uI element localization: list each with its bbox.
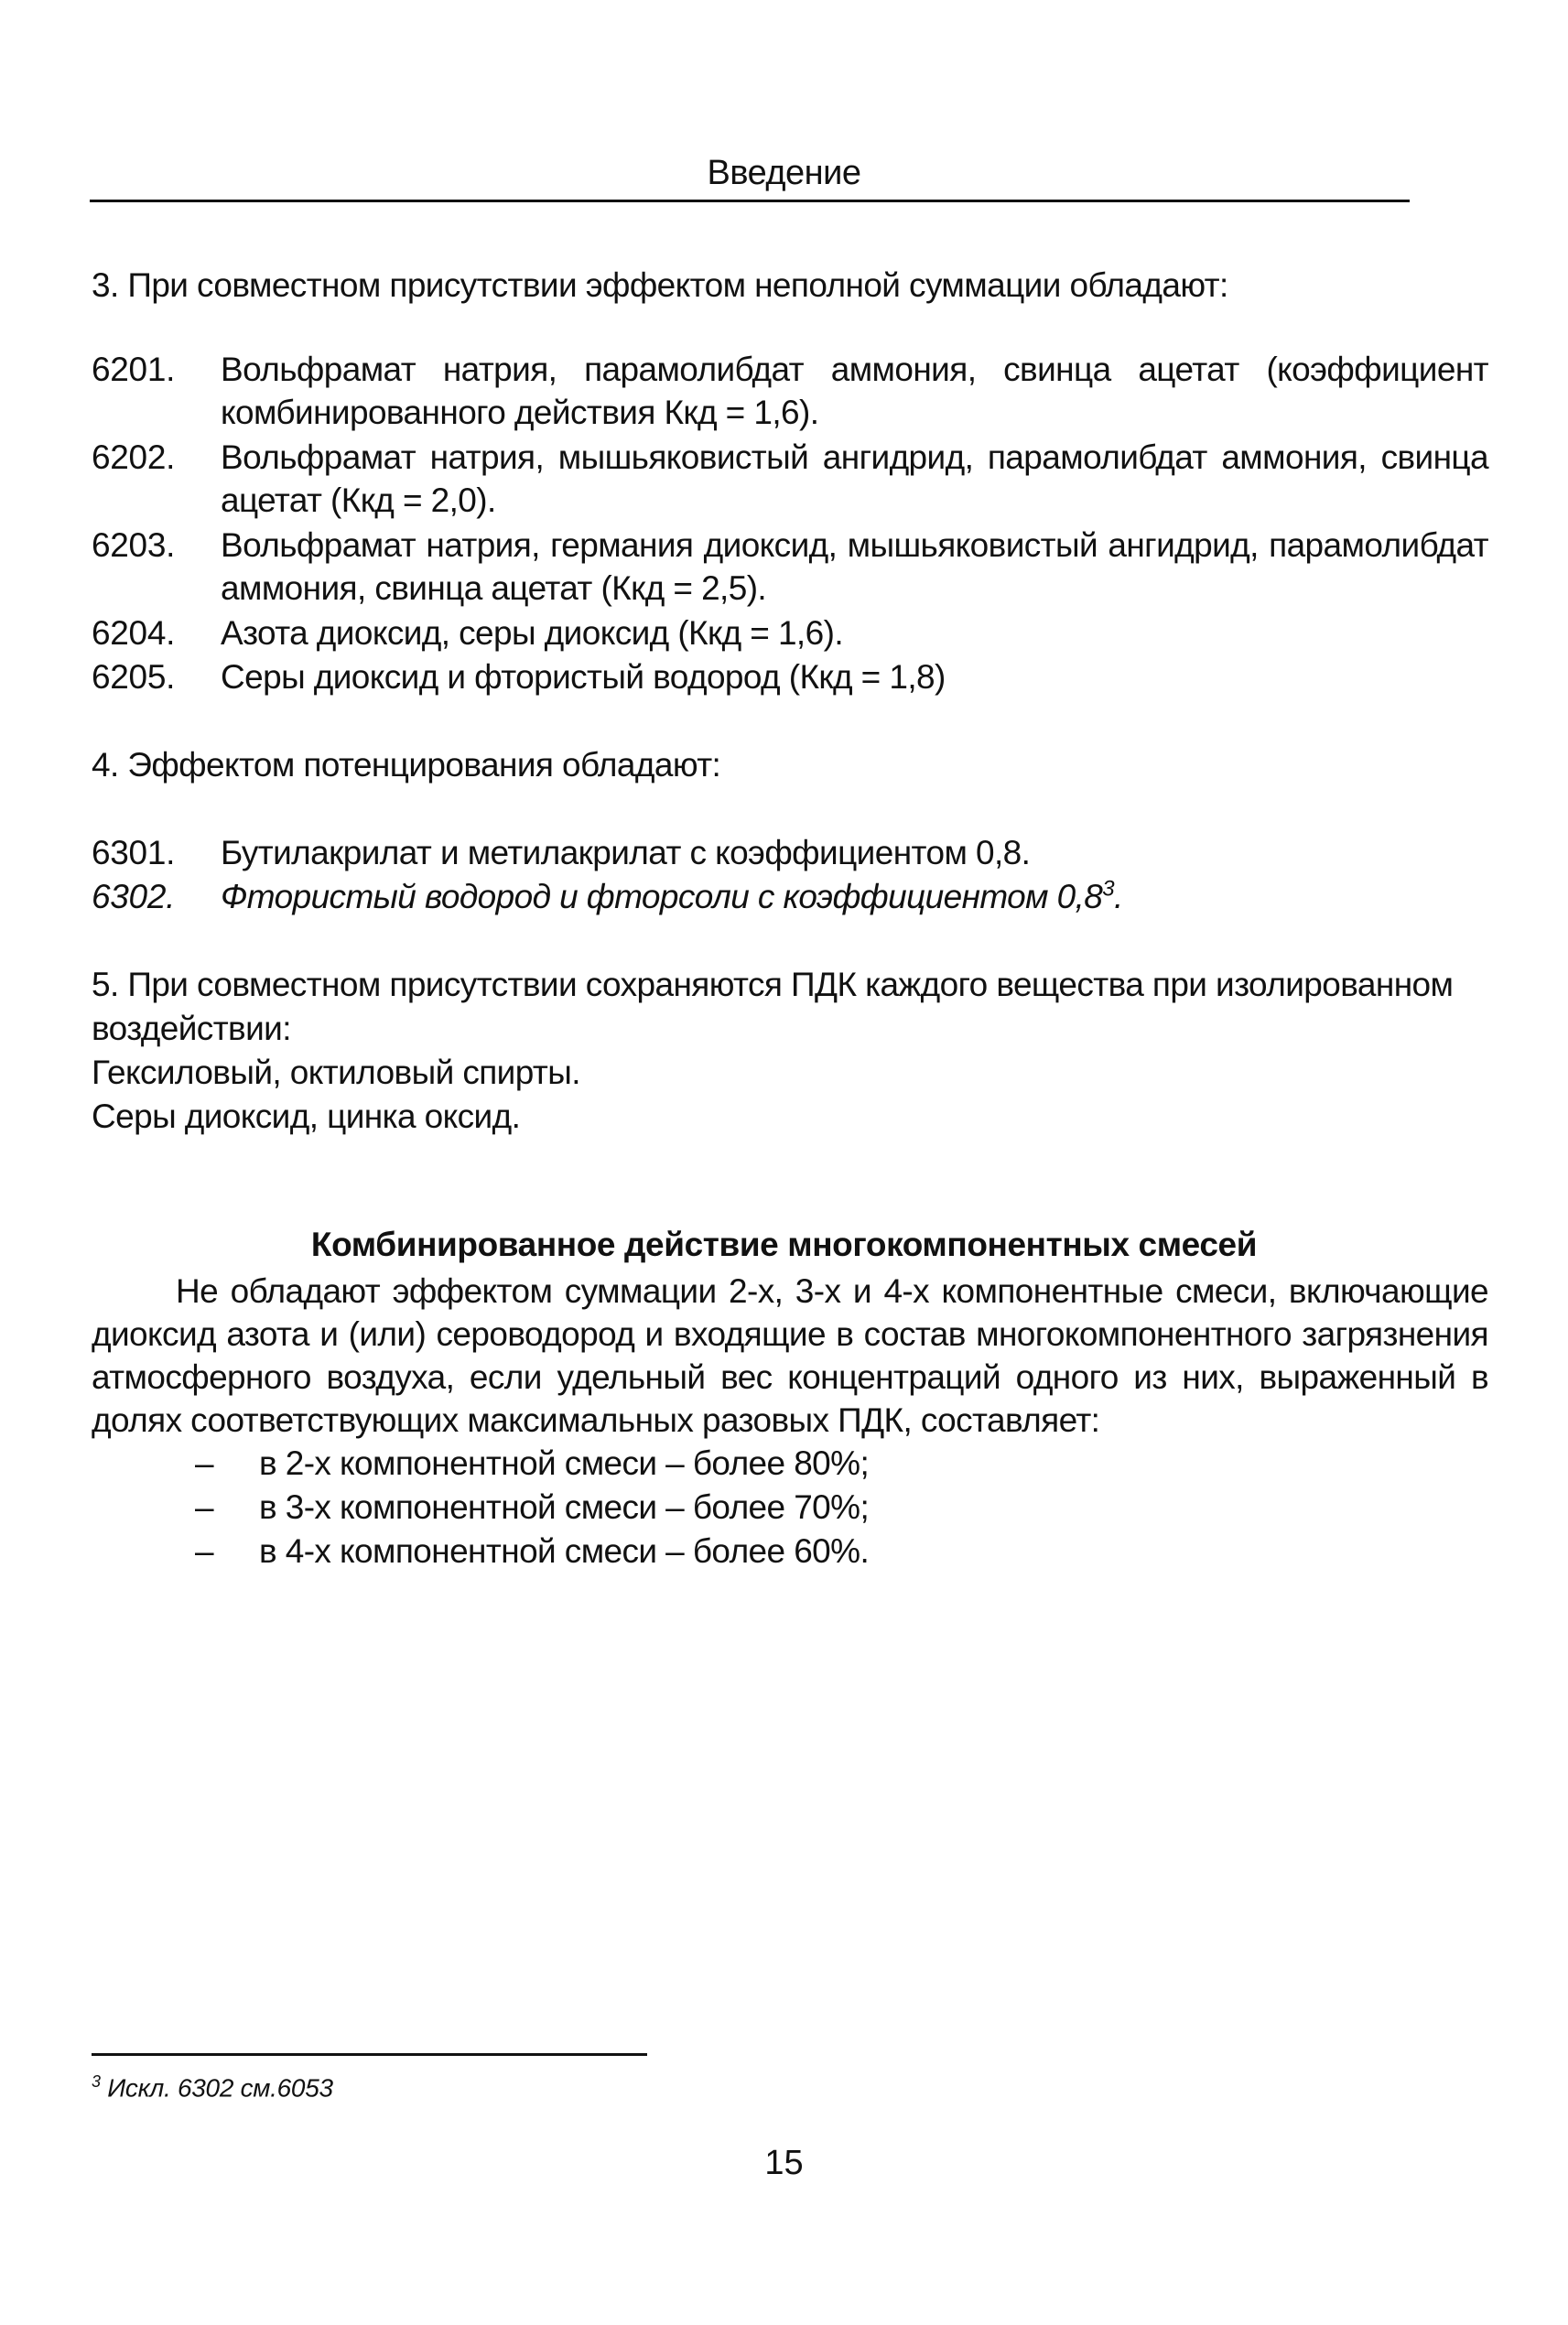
footnote-text: Искл. 6302 см.6053 (107, 2073, 333, 2103)
entry-number-6202: 6202. (92, 438, 176, 476)
entry-text-6201: Вольфрамат натрия, парамолибдат аммония, свинца ацетат (коэффициент комбинированного действия Ккд = 1,6). (221, 351, 1488, 431)
section-5-item: Серы диоксид, цинка оксид. (92, 1098, 521, 1135)
footnote-reference: 3 (1102, 876, 1114, 902)
list-dash: – (195, 1488, 214, 1526)
page-number: 15 (764, 2144, 804, 2182)
entry-text-6205: Серы диоксид и фтористый водород (Ккд = 1,8) (221, 658, 946, 696)
header-rule (90, 200, 1410, 202)
list-dash: – (195, 1444, 214, 1482)
entry-number-6302: 6302. (92, 878, 176, 915)
combined-section-paragraph: Не обладают эффектом суммации 2-х, 3-х и 4-х компонентные смеси, включающие диоксид азота и (или) сероводород и входящие в состав многокомпонентного загрязнения атмосферного воздуха, если удельный вес концентраций одного из них, выраженный в долях соответствующих максимальных разовых ПДК, составляет: (92, 1272, 1488, 1439)
entry-number-6205: 6205. (92, 658, 176, 696)
entry-text-6204: Азота диоксид, серы диоксид (Ккд = 1,6). (221, 614, 843, 652)
entry-number-6301: 6301. (92, 834, 176, 871)
combined-section-title: Комбинированное действие многокомпонентных смесей (310, 1226, 1258, 1263)
footnote (92, 2072, 333, 2103)
section-4-heading: 4. Эффектом потенцирования обладают: (92, 746, 721, 784)
list-item: в 2-х компонентной смеси – более 80%; (259, 1444, 870, 1482)
entry-text-6302-body: Фтористый водород и фторсоли с коэффициентом 0,8 (221, 878, 1103, 915)
running-header: Введение (707, 154, 861, 192)
entry-text-6203: Вольфрамат натрия, германия диоксид, мышьяковистый ангидрид, парамолибдат аммония, свинца ацетат (Ккд = 2,5). (221, 526, 1488, 607)
entry-number-6203: 6203. (92, 526, 176, 564)
section-5-heading-line-1: 5. При совместном присутствии сохраняются ПДК каждого вещества при изолированном (92, 966, 1454, 1003)
entry-number-6204: 6204. (92, 614, 176, 652)
list-item: в 4-х компонентной смеси – более 60%. (259, 1532, 870, 1570)
list-dash: – (195, 1532, 214, 1570)
entry-text-6202: Вольфрамат натрия, мышьяковистый ангидрид, парамолибдат аммония, свинца ацетат (Ккд = 2,0). (221, 438, 1488, 519)
section-5-heading-line-2: воздействии: (92, 1010, 291, 1047)
section-3-heading: 3. При совместном присутствии эффектом неполной суммации обладают: (92, 266, 1228, 304)
footnote-marker: 3 (92, 2072, 101, 2091)
entry-text-6302-end: . (1113, 878, 1123, 915)
list-item: в 3-х компонентной смеси – более 70%; (259, 1488, 870, 1526)
entry-text-6301: Бутилакрилат и метилакрилат с коэффициентом 0,8. (221, 834, 1031, 871)
entry-text-6302 (221, 875, 1488, 918)
entry-number-6201: 6201. (92, 351, 176, 388)
section-5-item: Гексиловый, октиловый спирты. (92, 1054, 580, 1091)
footnote-rule (92, 2053, 647, 2056)
